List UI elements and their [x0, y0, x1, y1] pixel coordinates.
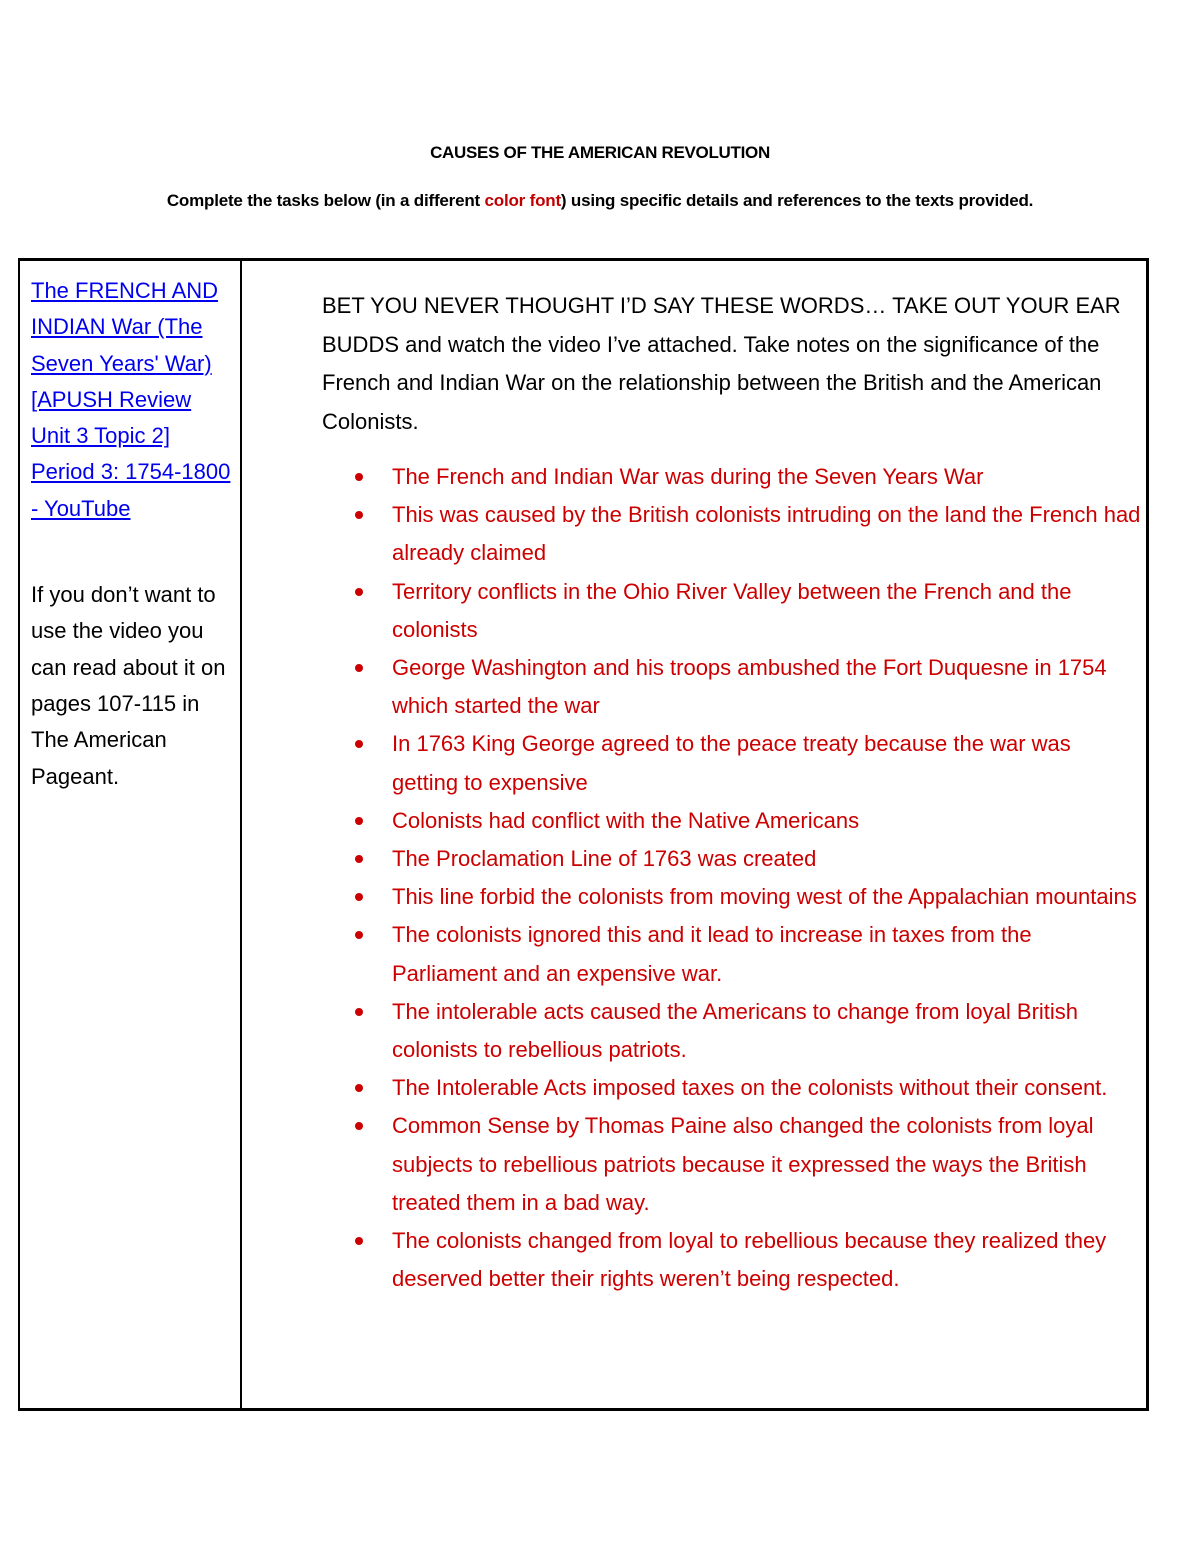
instructions-part1: Complete the tasks below (in a different [166, 191, 485, 210]
list-item [322, 993, 1142, 1069]
list-item [322, 573, 1142, 649]
bullet-icon [355, 1008, 363, 1016]
notes-list [322, 458, 1142, 1298]
right-cell [322, 287, 1142, 1298]
document-title: CAUSES OF THE AMERICAN REVOLUTION [430, 143, 770, 162]
note-text: Territory conflicts in the Ohio River Valley between the French and the colonists [392, 578, 1072, 642]
note-text: This line forbid the colonists from moving west of the Appalachian mountains [392, 884, 1137, 910]
list-item [322, 649, 1142, 725]
note-text: The intolerable acts caused the Americans to change from loyal British colonists to rebellious patriots. [392, 998, 1079, 1063]
note-text: The colonists ignored this and it lead to increase in taxes from the Parliament and an expensive war. [392, 922, 1032, 986]
list-item [322, 725, 1142, 801]
list-item [322, 802, 1142, 840]
reading-note: If you don’t want to use the video you can read about it on pages 107-115 in The American Pageant. [31, 582, 226, 789]
task-prompt: BET YOU NEVER THOUGHT I’D SAY THESE WORDS… TAKE OUT YOUR EAR BUDDS and watch the video I’ve attached. Take notes on the significance of the French and Indian War on the relationship between the British and the American Colonists. [322, 293, 1121, 434]
instructions-highlight: color font [484, 191, 561, 210]
bullet-icon [355, 1237, 363, 1245]
instructions-part2: ) using specific details and references to the texts provided. [560, 191, 1034, 210]
note-text: The Intolerable Acts imposed taxes on the colonists without their consent. [392, 1075, 1108, 1101]
bullet-icon [355, 473, 363, 481]
bullet-icon [355, 1122, 363, 1130]
note-text: The Proclamation Line of 1763 was created [392, 846, 817, 872]
list-item [322, 840, 1142, 878]
video-link[interactable]: The FRENCH AND INDIAN War (The Seven Years' War) [APUSH Review Unit 3 Topic 2] Period 3: 1754-1800 - YouTube [31, 278, 231, 521]
note-text: In 1763 King George agreed to the peace treaty because the war was getting to expensive [392, 731, 1071, 795]
note-text: The French and Indian War was during the Seven Years War [392, 464, 984, 489]
note-text: The colonists changed from loyal to rebellious because they realized they deserved better their rights weren’t being respected. [392, 1228, 1107, 1292]
list-item [322, 1107, 1142, 1222]
bullet-icon [355, 511, 363, 519]
left-cell [31, 273, 236, 795]
list-item [322, 496, 1142, 572]
list-item [322, 878, 1142, 916]
note-text: George Washington and his troops ambushed the Fort Duquesne in 1754 which started the war [392, 655, 1107, 719]
note-text: Common Sense by Thomas Paine also changed the colonists from loyal subjects to rebellious patriots because it expressed the ways the British treated them in a bad way. [392, 1113, 1094, 1215]
bullet-icon [355, 855, 363, 863]
column-divider [240, 261, 242, 1408]
list-item [322, 916, 1142, 992]
list-item [322, 1222, 1142, 1298]
bullet-icon [355, 893, 363, 901]
note-text: This was caused by the British colonists intruding on the land the French had already claimed [392, 502, 1141, 566]
bullet-icon [355, 817, 363, 825]
list-item [322, 1069, 1142, 1107]
note-text: Colonists had conflict with the Native Americans [392, 807, 860, 833]
task-table [18, 258, 1149, 1411]
instructions [150, 186, 1050, 215]
bullet-icon [355, 664, 363, 672]
bullet-icon [355, 931, 363, 939]
bullet-icon [355, 588, 363, 596]
bullet-icon [355, 740, 363, 748]
bullet-icon [355, 1084, 363, 1092]
list-item [322, 458, 1142, 496]
